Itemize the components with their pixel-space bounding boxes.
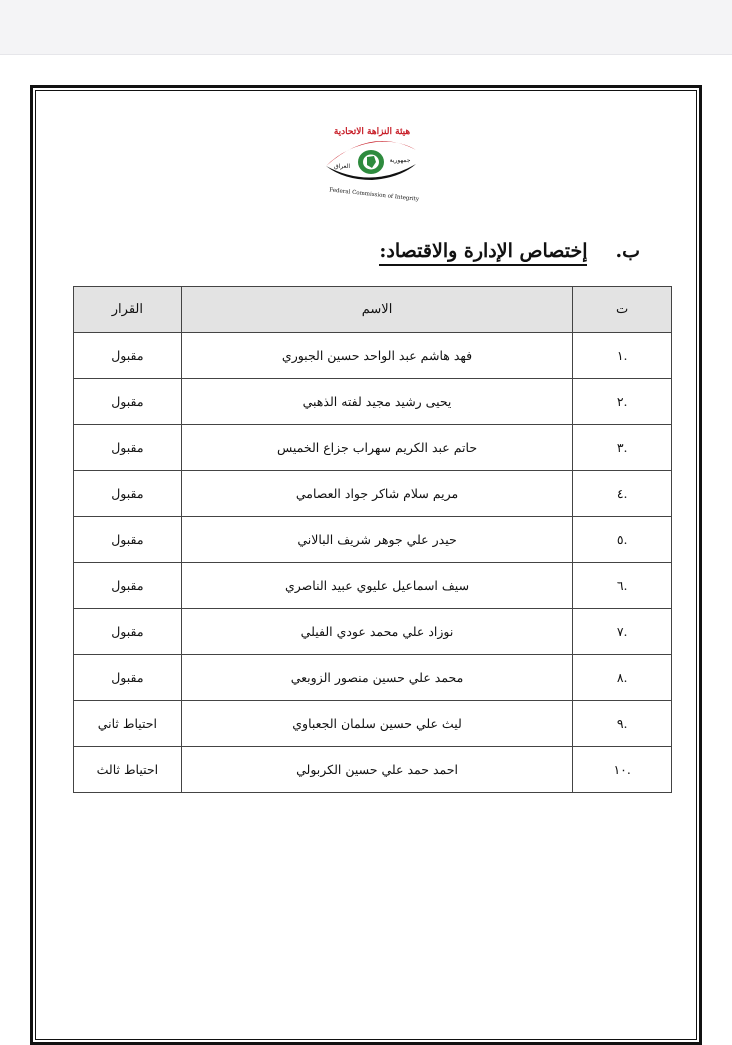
table-row — [74, 471, 672, 517]
table-row — [74, 609, 672, 655]
row-number: .٤ — [573, 471, 672, 517]
section-title: إختصاص الإدارة والاقتصاد: — [379, 240, 587, 266]
row-name: يحيى رشيد مجيد لفته الذهبي — [181, 379, 573, 425]
header-decision: القرار — [74, 287, 182, 333]
row-name: نوزاد علي محمد عودي الفيلي — [181, 609, 573, 655]
row-name: مريم سلام شاكر جواد العصامي — [181, 471, 573, 517]
row-name: محمد علي حسين منصور الزوبعي — [181, 655, 573, 701]
row-number: .٢ — [573, 379, 672, 425]
row-decision: مقبول — [74, 333, 182, 379]
table-row — [74, 655, 672, 701]
row-name: سيف اسماعيل عليوي عبيد الناصري — [181, 563, 573, 609]
row-decision: احتياط ثالث — [74, 747, 182, 793]
table-row — [74, 379, 672, 425]
row-name: احمد حمد علي حسين الكربولي — [181, 747, 573, 793]
row-name: حيدر علي جوهر شريف البالاني — [181, 517, 573, 563]
row-number: .٥ — [573, 517, 672, 563]
row-decision: مقبول — [74, 609, 182, 655]
table-row — [74, 425, 672, 471]
table-row — [74, 517, 672, 563]
logo-arabic-title: هيئة النزاهة الاتحادية — [333, 127, 411, 137]
row-number: .٩ — [573, 701, 672, 747]
row-name: ليث علي حسين سلمان الجعباوي — [181, 701, 573, 747]
header-name: الاسم — [181, 287, 573, 333]
logo-country-line-1: جمهورية — [389, 157, 411, 164]
row-name: فهد هاشم عبد الواحد حسين الجبوري — [181, 333, 573, 379]
row-decision: مقبول — [74, 655, 182, 701]
row-number: .١٠ — [573, 747, 672, 793]
table-row — [74, 563, 672, 609]
row-number: .٧ — [573, 609, 672, 655]
row-number: .٨ — [573, 655, 672, 701]
logo-english-name: Federal Commission of Integrity — [328, 187, 420, 203]
logo-country-line-2: العراق — [333, 163, 351, 170]
header-number: ت — [573, 287, 672, 333]
viewer-top-bar — [0, 0, 732, 55]
table-header-row — [74, 287, 672, 333]
table-row — [74, 701, 672, 747]
row-number: .٣ — [573, 425, 672, 471]
row-decision: مقبول — [74, 517, 182, 563]
row-number: .٦ — [573, 563, 672, 609]
row-decision: مقبول — [74, 379, 182, 425]
commission-logo — [316, 120, 426, 206]
candidates-table — [73, 286, 672, 793]
table-row — [74, 333, 672, 379]
section-heading — [379, 240, 640, 262]
table-row — [74, 747, 672, 793]
row-decision: مقبول — [74, 471, 182, 517]
row-decision: مقبول — [74, 425, 182, 471]
section-letter: ب. — [615, 240, 640, 262]
row-decision: احتياط ثاني — [74, 701, 182, 747]
row-decision: مقبول — [74, 563, 182, 609]
row-number: .١ — [573, 333, 672, 379]
row-name: حاتم عبد الكريم سهراب جزاع الخميس — [181, 425, 573, 471]
